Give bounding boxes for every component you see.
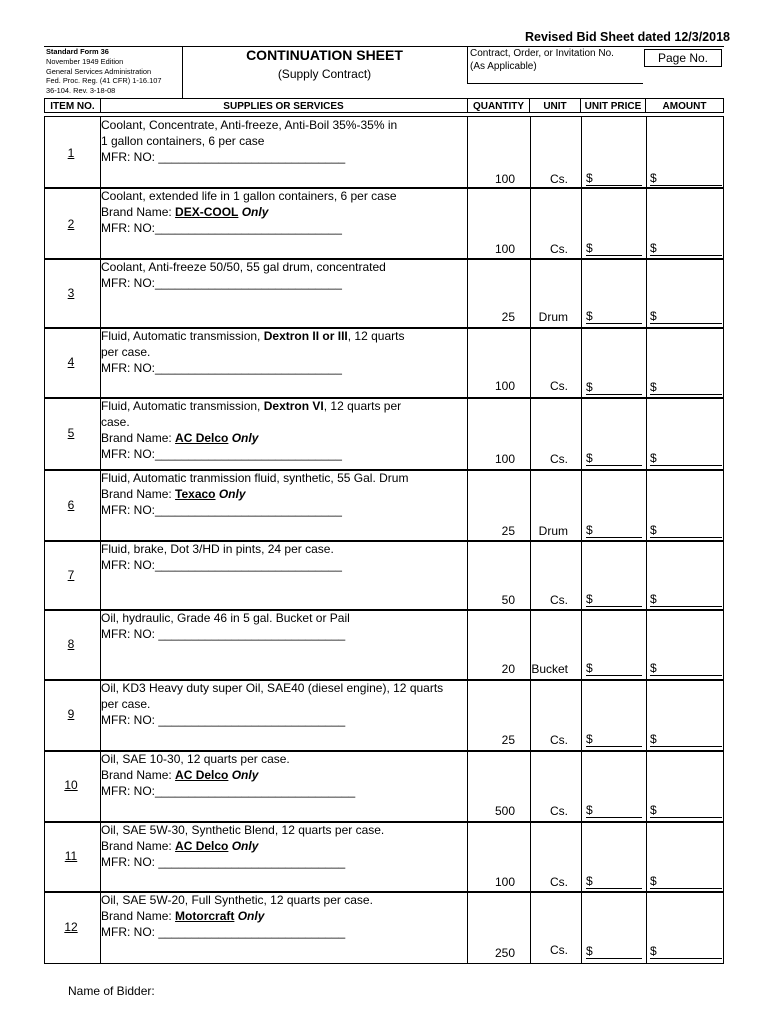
brand-name: DEX-COOL	[175, 205, 239, 219]
mfr-field[interactable]: MFR: NO: ____________________________	[101, 925, 346, 939]
amount-field[interactable]: $	[650, 452, 722, 466]
mfr-field[interactable]: MFR: NO:____________________________	[101, 361, 342, 375]
item-description	[101, 259, 463, 291]
sheet-title: CONTINUATION SHEET	[246, 47, 403, 63]
brand-name: AC Delco	[175, 768, 229, 782]
form-agency: General Services Administration	[46, 66, 152, 76]
unit-price-field[interactable]: $	[586, 452, 642, 466]
form-name: Standard Form 36	[46, 47, 109, 56]
brand-name: Motorcraft	[175, 909, 235, 923]
revised-note: Revised Bid Sheet dated 12/3/2018	[525, 30, 730, 44]
quantity: 50	[501, 593, 515, 607]
amount-field[interactable]: $	[650, 242, 722, 256]
brand-label: Brand Name:	[101, 839, 176, 853]
desc-line	[101, 398, 463, 414]
col-header-unit-price: UNIT PRICE	[581, 98, 646, 113]
desc-line: 1 gallon containers, 6 per case	[101, 134, 265, 148]
contract-number-field[interactable]	[467, 47, 643, 84]
quantity: 100	[494, 172, 515, 186]
col-header-amount: AMOUNT	[646, 98, 724, 113]
desc-emphasis: Dextron II or III	[263, 329, 348, 343]
item-number: 9	[67, 707, 75, 721]
brand-line	[101, 204, 463, 220]
unit: Cs.	[550, 172, 568, 186]
brand-line	[101, 767, 463, 783]
brand-line	[101, 908, 463, 924]
unit: Drum	[538, 310, 568, 324]
contract-label-applicable: (As Applicable)	[470, 61, 537, 72]
brand-line	[101, 486, 463, 502]
table-row	[44, 469, 724, 540]
unit: Bucket	[531, 662, 568, 676]
amount-field[interactable]: $	[650, 381, 722, 395]
brand-line	[101, 838, 463, 854]
form-revision: 36-104. Rev. 3-18-08	[46, 86, 116, 96]
unit: Cs.	[550, 804, 568, 818]
table-row	[44, 750, 724, 821]
item-description	[101, 541, 463, 573]
table-row	[44, 609, 724, 679]
unit: Cs.	[550, 242, 568, 256]
col-header-quantity: QUANTITY	[467, 98, 530, 113]
item-description	[101, 751, 463, 799]
quantity: 500	[494, 804, 515, 818]
amount-field[interactable]: $	[650, 945, 722, 959]
unit-price-field[interactable]: $	[586, 804, 642, 818]
brand-only: Only	[228, 431, 259, 445]
item-number: 8	[67, 637, 75, 651]
mfr-field[interactable]: MFR: NO:______________________________	[101, 784, 356, 798]
col-header-supplies: SUPPLIES OR SERVICES	[100, 98, 467, 113]
item-number: 2	[67, 217, 75, 231]
brand-label: Brand Name:	[101, 487, 176, 501]
item-number: 1	[67, 146, 75, 160]
unit-price-field[interactable]: $	[586, 310, 642, 324]
item-description	[101, 188, 463, 236]
brand-label: Brand Name:	[101, 909, 176, 923]
quantity: 100	[494, 875, 515, 889]
item-number: 10	[64, 778, 78, 792]
brand-label: Brand Name:	[101, 431, 176, 445]
sheet-title-block	[182, 47, 467, 81]
form-edition: November 1949 Edition	[46, 56, 124, 66]
unit: Cs.	[550, 875, 568, 889]
unit-price-field[interactable]: $	[586, 733, 642, 747]
amount-field[interactable]: $	[650, 662, 722, 676]
mfr-field[interactable]: MFR: NO:____________________________	[101, 447, 342, 461]
brand-name: Texaco	[175, 487, 216, 501]
table-row	[44, 679, 724, 750]
item-number: 11	[64, 849, 78, 863]
item-number: 5	[67, 426, 75, 440]
desc-text: , 12 quarts per	[323, 399, 402, 413]
brand-label: Brand Name:	[101, 768, 176, 782]
sheet-subtitle: (Supply Contract)	[277, 67, 372, 81]
unit-price-field[interactable]: $	[586, 381, 642, 395]
quantity: 25	[501, 733, 515, 747]
brand-name: AC Delco	[175, 431, 229, 445]
item-number: 7	[67, 568, 75, 582]
unit-price-field[interactable]: $	[586, 524, 642, 538]
form-header	[44, 46, 724, 99]
unit: Cs.	[550, 733, 568, 747]
desc-text: , 12 quarts	[347, 329, 405, 343]
brand-only: Only	[228, 768, 259, 782]
unit-price-field[interactable]: $	[586, 172, 642, 186]
amount-field[interactable]: $	[650, 593, 722, 607]
mfr-field[interactable]: MFR: NO: ____________________________	[101, 627, 346, 641]
desc-line: Oil, hydraulic, Grade 46 in 5 gal. Bucket or Pail	[101, 611, 350, 625]
table-row	[44, 540, 724, 609]
amount-field[interactable]: $	[650, 172, 722, 186]
item-description	[101, 822, 463, 870]
desc-line: Oil, SAE 10-30, 12 quarts per case.	[101, 752, 290, 766]
table-row	[44, 397, 724, 469]
desc-text: Fluid, Automatic transmission,	[101, 399, 264, 413]
page-number-field[interactable]: Page No.	[644, 49, 722, 67]
quantity: 100	[494, 452, 515, 466]
brand-only: Only	[215, 487, 246, 501]
amount-field[interactable]: $	[650, 804, 722, 818]
unit-price-field[interactable]: $	[586, 662, 642, 676]
bidder-name-label: Name of Bidder:	[68, 984, 155, 998]
table-row	[44, 327, 724, 397]
table-row	[44, 187, 724, 258]
table-row	[44, 821, 724, 891]
desc-line: Oil, KD3 Heavy duty super Oil, SAE40 (diesel engine), 12 quarts	[101, 681, 444, 695]
form-identification	[44, 47, 183, 99]
quantity: 25	[501, 524, 515, 538]
desc-line: Fluid, brake, Dot 3/HD in pints, 24 per case.	[101, 542, 334, 556]
desc-line: per case.	[101, 345, 151, 359]
mfr-field[interactable]: MFR: NO:____________________________	[101, 276, 342, 290]
mfr-field[interactable]: MFR: NO:____________________________	[101, 221, 342, 235]
unit-price-field[interactable]: $	[586, 945, 642, 959]
unit: Cs.	[550, 452, 568, 466]
item-description	[101, 610, 463, 642]
col-header-item-no: ITEM NO.	[44, 98, 101, 113]
table-row	[44, 116, 724, 187]
amount-field[interactable]: $	[650, 875, 722, 889]
item-number: 6	[67, 498, 75, 512]
unit-price-field[interactable]: $	[586, 875, 642, 889]
item-description	[101, 470, 463, 518]
quantity: 100	[494, 379, 515, 393]
item-number: 4	[67, 355, 75, 369]
quantity: 25	[501, 310, 515, 324]
item-number: 12	[64, 920, 78, 934]
mfr-field[interactable]: MFR: NO: ____________________________	[101, 713, 346, 727]
desc-line: Oil, SAE 5W-20, Full Synthetic, 12 quarts per case.	[101, 893, 373, 907]
desc-line: Oil, SAE 5W-30, Synthetic Blend, 12 quarts per case.	[101, 823, 385, 837]
brand-line	[101, 430, 463, 446]
form-regulation: Fed. Proc. Reg. (41 CFR) 1-16.107	[46, 76, 162, 86]
amount-field[interactable]: $	[650, 733, 722, 747]
desc-line: per case.	[101, 697, 151, 711]
desc-line: case.	[101, 415, 130, 429]
amount-field[interactable]: $	[650, 310, 722, 324]
contract-label: Contract, Order, or Invitation No.	[470, 48, 614, 59]
desc-emphasis: Dextron VI	[263, 399, 324, 413]
amount-field[interactable]: $	[650, 524, 722, 538]
brand-only: Only	[238, 205, 269, 219]
item-description	[101, 680, 463, 728]
mfr-field[interactable]: MFR: NO: ____________________________	[101, 150, 346, 164]
brand-label: Brand Name:	[101, 205, 176, 219]
item-description	[101, 892, 463, 940]
unit-price-field[interactable]: $	[586, 593, 642, 607]
unit: Cs.	[550, 943, 568, 957]
desc-line	[101, 328, 463, 344]
mfr-field[interactable]: MFR: NO: ____________________________	[101, 855, 346, 869]
brand-name: AC Delco	[175, 839, 229, 853]
table-row	[44, 258, 724, 327]
desc-line: Coolant, extended life in 1 gallon containers, 6 per case	[101, 189, 397, 203]
desc-text: Fluid, Automatic transmission,	[101, 329, 264, 343]
quantity: 250	[494, 946, 515, 960]
unit-price-field[interactable]: $	[586, 242, 642, 256]
brand-only: Only	[234, 909, 265, 923]
item-number: 3	[67, 286, 75, 300]
col-header-unit: UNIT	[530, 98, 581, 113]
unit: Cs.	[550, 593, 568, 607]
quantity: 100	[494, 242, 515, 256]
table-row	[44, 891, 724, 964]
quantity: 20	[501, 662, 515, 676]
item-description	[101, 398, 463, 462]
desc-line: Coolant, Anti-freeze 50/50, 55 gal drum, concentrated	[101, 260, 386, 274]
item-description	[101, 117, 463, 165]
desc-line: Fluid, Automatic tranmission fluid, synthetic, 55 Gal. Drum	[101, 471, 409, 485]
brand-only: Only	[228, 839, 259, 853]
mfr-field[interactable]: MFR: NO:____________________________	[101, 558, 342, 572]
unit: Cs.	[550, 379, 568, 393]
unit: Drum	[538, 524, 568, 538]
mfr-field[interactable]: MFR: NO:____________________________	[101, 503, 342, 517]
item-description	[101, 328, 463, 376]
desc-line: Coolant, Concentrate, Anti-freeze, Anti-Boil 35%-35% in	[101, 118, 398, 132]
